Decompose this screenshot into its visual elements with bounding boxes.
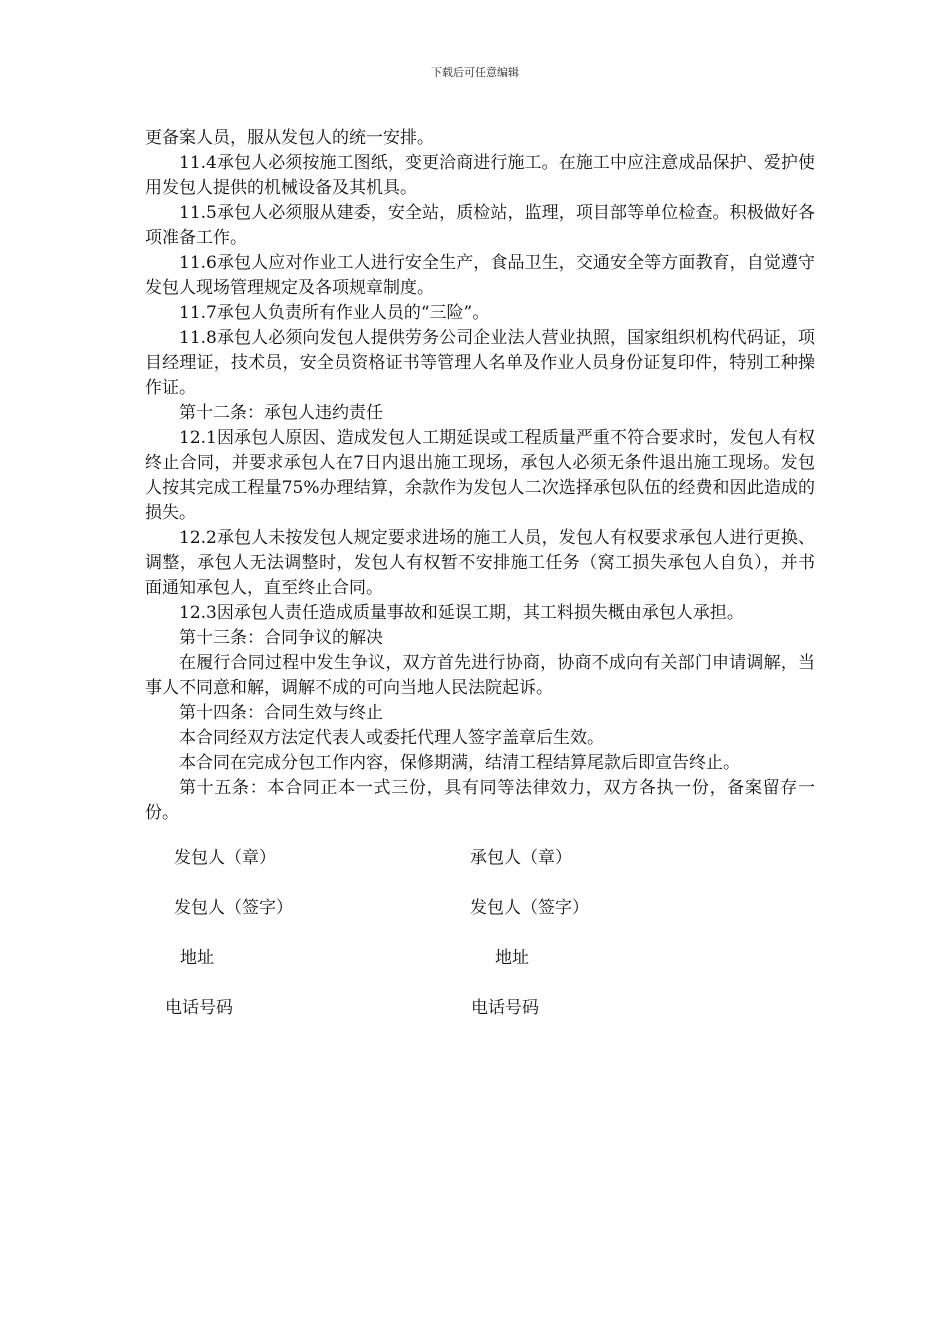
signature-row-phone — [0, 996, 950, 1046]
contractor-sign-label: 发包人（签字） — [470, 898, 589, 918]
paragraph: 本合同经双方法定代表人或委托代理人签字盖章后生效。 — [179, 728, 604, 748]
paragraph: 11.5承包人必须服从建委，安全站，质检站，监理，项目部等单位检查。积极做好各项准备工作。 — [145, 203, 815, 248]
paragraph: 12.1因承包人原因、造成发包人工期延误或工程质量严重不符合要求时，发包人有权终止合同，并要求承包人在7日内退出施工现场，承包人必须无条件退出施工现场。发包人按其完成工程量75%办理结算，余款作为发包人二次选择承包队伍的经费和因此造成的损失。 — [145, 428, 815, 523]
paragraph: 11.8承包人必须向发包人提供劳务公司企业法人营业执照，国家组织机构代码证，项目经理证，技术员，安全员资格证书等管理人名单及作业人员身份证复印件，特别工种操作证。 — [145, 328, 815, 398]
section-heading: 第十二条：承包人违约责任 — [179, 403, 383, 423]
contractor-address-label: 地址 — [495, 948, 529, 968]
employer-phone-label: 电话号码 — [165, 998, 233, 1018]
section-heading: 第十四条：合同生效与终止 — [179, 703, 383, 723]
paragraph: 12.2承包人未按发包人规定要求进场的施工人员，发包人有权要求承包人进行更换、调整，承包人无法调整时，发包人有权暂不安排施工任务（窝工损失承包人自负），并书面通知承包人，直至终止合同。 — [145, 528, 815, 598]
paragraph: 11.6承包人应对作业工人进行安全生产，食品卫生，交通安全等方面教育，自觉遵守发包人现场管理规定及各项规章制度。 — [145, 253, 815, 298]
signature-row-seal — [0, 846, 950, 896]
paragraph: 11.4承包人必须按施工图纸，变更洽商进行施工。在施工中应注意成品保护、爱护使用发包人提供的机械设备及其机具。 — [145, 153, 815, 198]
employer-address-label: 地址 — [180, 948, 214, 968]
paragraph: 11.7承包人负责所有作业人员的“三险”。 — [179, 303, 490, 323]
contractor-phone-label: 电话号码 — [471, 998, 539, 1018]
contract-body — [145, 126, 815, 826]
paragraph: 更备案人员，服从发包人的统一安排。 — [145, 128, 434, 148]
signature-block — [0, 846, 950, 1046]
signature-row-address — [0, 946, 950, 996]
section-heading: 第十三条：合同争议的解决 — [179, 628, 383, 648]
paragraph: 本合同在完成分包工作内容，保修期满，结清工程结算尾款后即宣告终止。 — [179, 753, 740, 773]
paragraph: 12.3因承包人责任造成质量事故和延误工期，其工料损失概由承包人承担。 — [179, 603, 744, 623]
employer-sign-label: 发包人（签字） — [174, 898, 293, 918]
paragraph: 在履行合同过程中发生争议，双方首先进行协商，协商不成向有关部门申请调解，当事人不同意和解，调解不成的可向当地人民法院起诉。 — [145, 653, 815, 698]
signature-row-sign — [0, 896, 950, 946]
section-heading: 第十五条：本合同正本一式三份，具有同等法律效力，双方各执一份，备案留存一份。 — [145, 778, 815, 823]
contractor-seal-label: 承包人（章） — [470, 848, 572, 868]
employer-seal-label: 发包人（章） — [174, 848, 276, 868]
page-header: 下载后可任意编辑 — [431, 66, 519, 79]
